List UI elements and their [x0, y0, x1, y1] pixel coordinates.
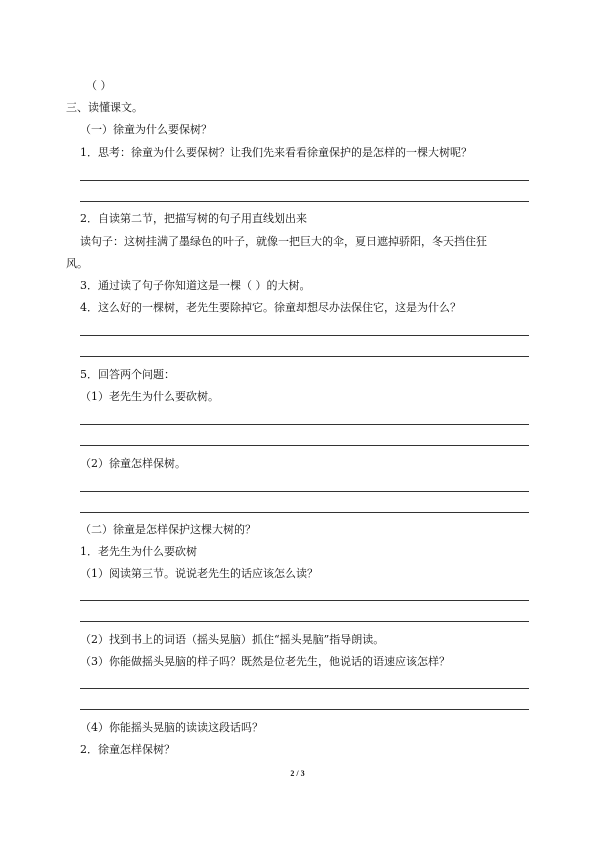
question-5: 5．回答两个问题： — [80, 368, 175, 381]
answer-line — [80, 621, 529, 622]
answer-line — [80, 709, 529, 710]
question-1: 1．思考：徐童为什么要保树？让我们先来看看徐童保护的是怎样的一棵大树呢？ — [80, 146, 472, 159]
answer-line — [80, 688, 529, 689]
part-2-heading: 2．徐童怎样保树？ — [80, 743, 175, 756]
answer-line — [80, 180, 529, 181]
subsection-two-heading: （二）徐童是怎样保护这棵大树的？ — [80, 523, 256, 536]
part-1-question-4: （4）你能摇头晃脑的读读这段话吗？ — [80, 721, 263, 734]
question-4: 4．这么好的一棵树，老先生要除掉它。徐童却想尽办法保住它，这是为什么？ — [80, 301, 461, 314]
question-5-part-2: （2）徐童怎样保树。 — [80, 457, 186, 470]
reading-sentence: 读句子：这树挂满了墨绿色的叶子，就像一把巨大的伞，夏日遮掉骄阳，冬天挡住狂 — [80, 235, 487, 248]
answer-line — [80, 335, 529, 336]
reading-sentence-continued: 风。 — [66, 257, 88, 270]
question-2: 2．自读第二节，把描写树的句子用直线划出来 — [80, 212, 307, 225]
section-three-heading: 三、读懂课文。 — [66, 101, 143, 114]
part-1-heading: 1．老先生为什么要砍树 — [80, 545, 197, 558]
subsection-one-heading: （一）徐童为什么要保树？ — [80, 123, 212, 136]
part-1-question-1: （1）阅读第三节。说说老先生的话应该怎么读？ — [80, 567, 318, 580]
answer-line — [80, 445, 529, 446]
answer-line — [80, 600, 529, 601]
answer-line — [80, 356, 529, 357]
part-1-question-3: （3）你能做摇头晃脑的样子吗？既然是位老先生，他说话的语速应该怎样？ — [80, 655, 450, 668]
question-3: 3．通过读了句子你知道这是一棵（ ）的大树。 — [80, 279, 311, 292]
answer-line — [80, 424, 529, 425]
part-1-question-2: （2）找到书上的词语（摇头晃脑）抓住“摇头晃脑”指导朗读。 — [80, 633, 385, 646]
question-5-part-1: （1）老先生为什么要砍树。 — [80, 390, 219, 403]
answer-blank-parentheses: （ ） — [86, 79, 112, 92]
page-number: 2 / 3 — [290, 769, 305, 778]
answer-line — [80, 491, 529, 492]
answer-line — [80, 201, 529, 202]
answer-line — [80, 512, 529, 513]
